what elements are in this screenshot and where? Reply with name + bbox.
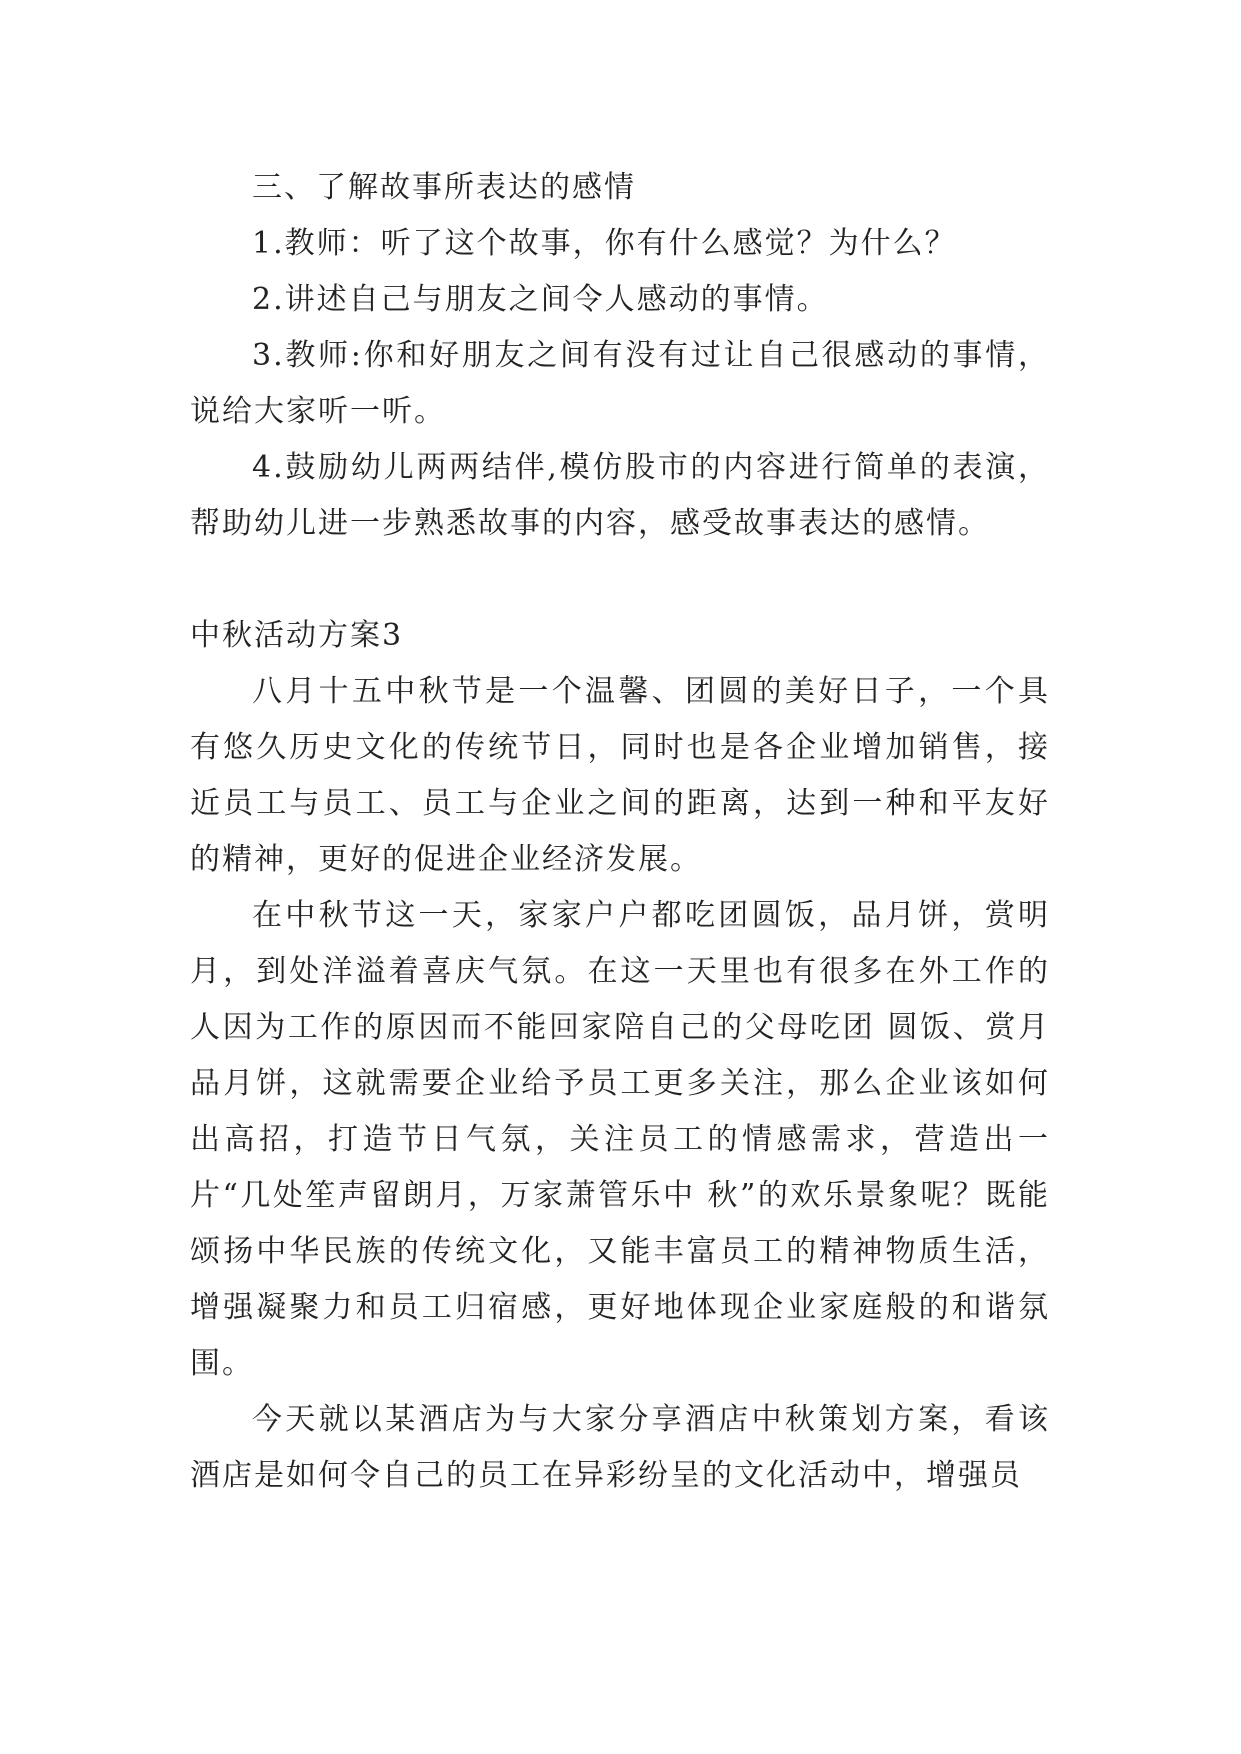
paragraph: 今天就以某酒店为与大家分享酒店中秋策划方案，看该酒店是如何令自己的员工在异彩纷呈的文化活动中，增强员 — [190, 1402, 1050, 1493]
section-heading: 三、了解故事所表达的感情 — [252, 170, 636, 205]
list-item: 4.鼓励幼儿两两结伴,模仿股市的内容进行简单的表演，帮助幼儿进一步熟悉故事的内容，感受故事表达的感情。 — [190, 450, 1050, 541]
document-body — [190, 160, 1050, 1504]
section-title: 中秋活动方案3 — [190, 618, 404, 653]
paragraph: 八月十五中秋节是一个温馨、团圆的美好日子，一个具有悠久历史文化的传统节日，同时也是各企业增加销售，接近员工与员工、员工与企业之间的距离，达到一种和平友好的精神，更好的促进企业经济发展。 — [190, 674, 1050, 877]
list-item: 2.讲述自己与朋友之间令人感动的事情。 — [252, 282, 829, 317]
paragraph: 在中秋节这一天，家家户户都吃团圆饭，品月饼，赏明月，到处洋溢着喜庆气氛。在这一天里也有很多在外工作的人因为工作的原因而不能回家陪自己的父母吃团 圆饭、赏月品月饼，这就需要企业给予员工更多关注，那么企业该如何出高招，打造节日气氛，关注员工的情感需求，营造出一片“几处笙声留朗月，万家萧管乐中 秋”的欢乐景象呢？既能颂扬中华民族的传统文化，又能丰富员工的精神物质生活，增强凝聚力和员工归宿感，更好地体现企业家庭般的和谐氛围。 — [190, 898, 1050, 1381]
list-item: 3.教师:你和好朋友之间有没有过让自己很感动的事情，说给大家听一听。 — [190, 338, 1050, 429]
list-item: 1.教师：听了这个故事，你有什么感觉？为什么？ — [252, 226, 957, 261]
